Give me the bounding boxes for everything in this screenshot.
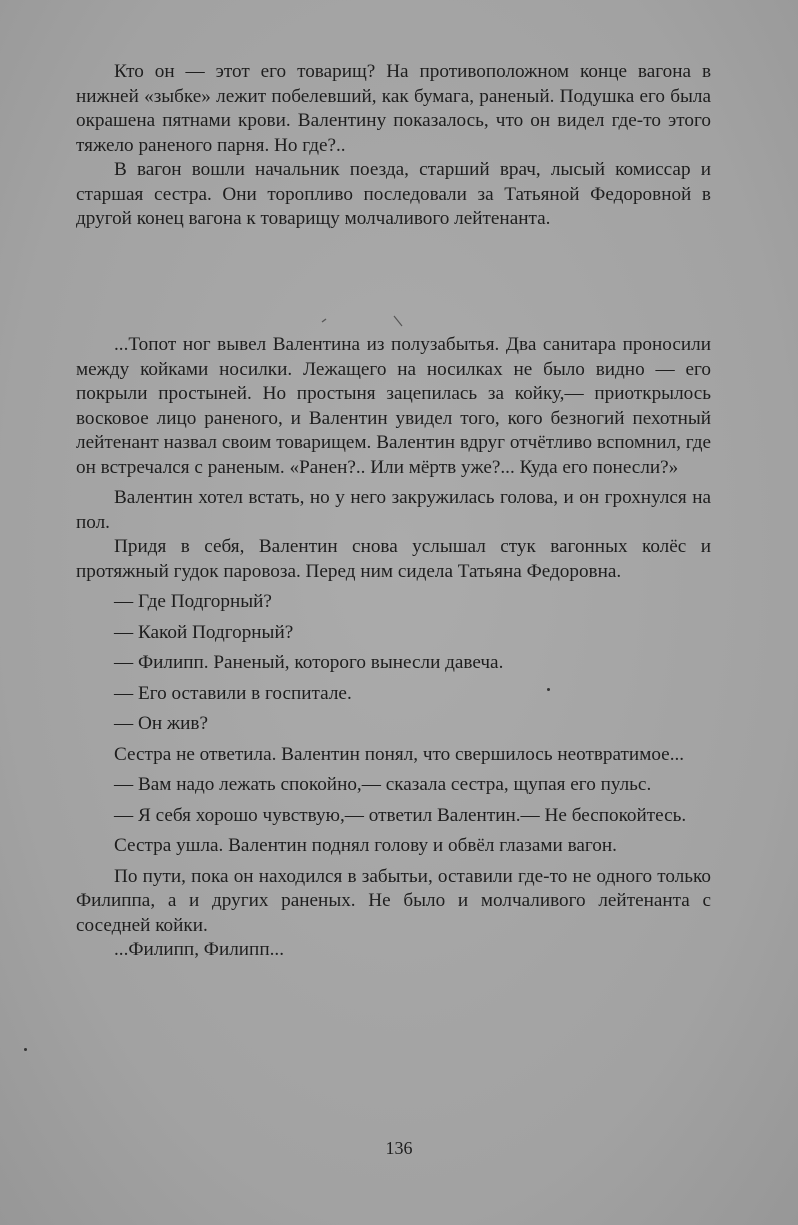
dialogue-line: — Я себя хорошо чувствую,— ответил Валентин.— Не беспокойтесь.: [114, 804, 687, 826]
paragraph: Валентин хотел встать, но у него закружилась голова, и он грохнулся на пол.: [76, 487, 711, 533]
text-block-main: [76, 327, 711, 963]
text-block-top: [76, 60, 711, 232]
dialogue-line: — Филипп. Раненый, которого вынесли давеча.: [114, 652, 504, 673]
dialogue-line: — Вам надо лежать спокойно,— сказала сестра, щупая его пульс.: [114, 774, 652, 795]
dialogue-line: — Он жив?: [114, 713, 209, 734]
print-speck: [547, 688, 550, 691]
print-speck: [24, 1048, 27, 1051]
paragraph: По пути, пока он находился в забытьи, оставили где-то не одного только Филиппа, а и других раненых. Не было и молчаливого лейтенанта с соседней койки.: [76, 865, 711, 936]
dialogue-line: — Где Подгорный?: [114, 591, 272, 612]
paragraph: В вагон вошли начальник поезда, старший врач, лысый комиссар и старшая сестра. Они торопливо последовали за Татьяной Федоровной в другой конец вагона к товарищу молчаливого лейтенанта.: [76, 159, 711, 229]
scene-break-marks: [0, 300, 798, 330]
paragraph: ...Филипп, Филипп...: [114, 939, 284, 960]
paragraph: Кто он — этот его товарищ? На противоположном конце вагона в нижней «зыбке» лежит побелевший, как бумага, раненый. Подушка его была окрашена пятнами крови. Валентину показалось, что он видел где-то этого тяжело раненого парня. Но где?..: [76, 61, 711, 156]
paragraph: ...Топот ног вывел Валентина из полузабытья. Два санитара проносили между койками носилки. Лежащего на носилках не было видно — его покрыли простыней. Но простыня зацепилась за койку,— приоткрылось восковое лицо раненого, и Валентин увидел того, кого безногий пехотный лейтенант назвал своим товарищем. Валентин вдруг отчётливо вспомнил, где он встречался с раненым. «Ранен?.. Или мёртв уже?... Куда его понесли?»: [76, 334, 711, 478]
page-number: 136: [385, 1138, 413, 1158]
dialogue-line: — Какой Подгорный?: [114, 621, 294, 643]
paragraph: Придя в себя, Валентин снова услышал стук вагонных колёс и протяжный гудок паровоза. Перед ним сидела Татьяна Федоровна.: [76, 536, 711, 582]
paragraph: Сестра ушла. Валентин поднял голову и обвёл глазами вагон.: [114, 835, 617, 856]
dialogue-line: — Его оставили в госпитале.: [114, 682, 352, 704]
paragraph: Сестра не ответила. Валентин понял, что свершилось неотвратимое...: [114, 743, 685, 765]
